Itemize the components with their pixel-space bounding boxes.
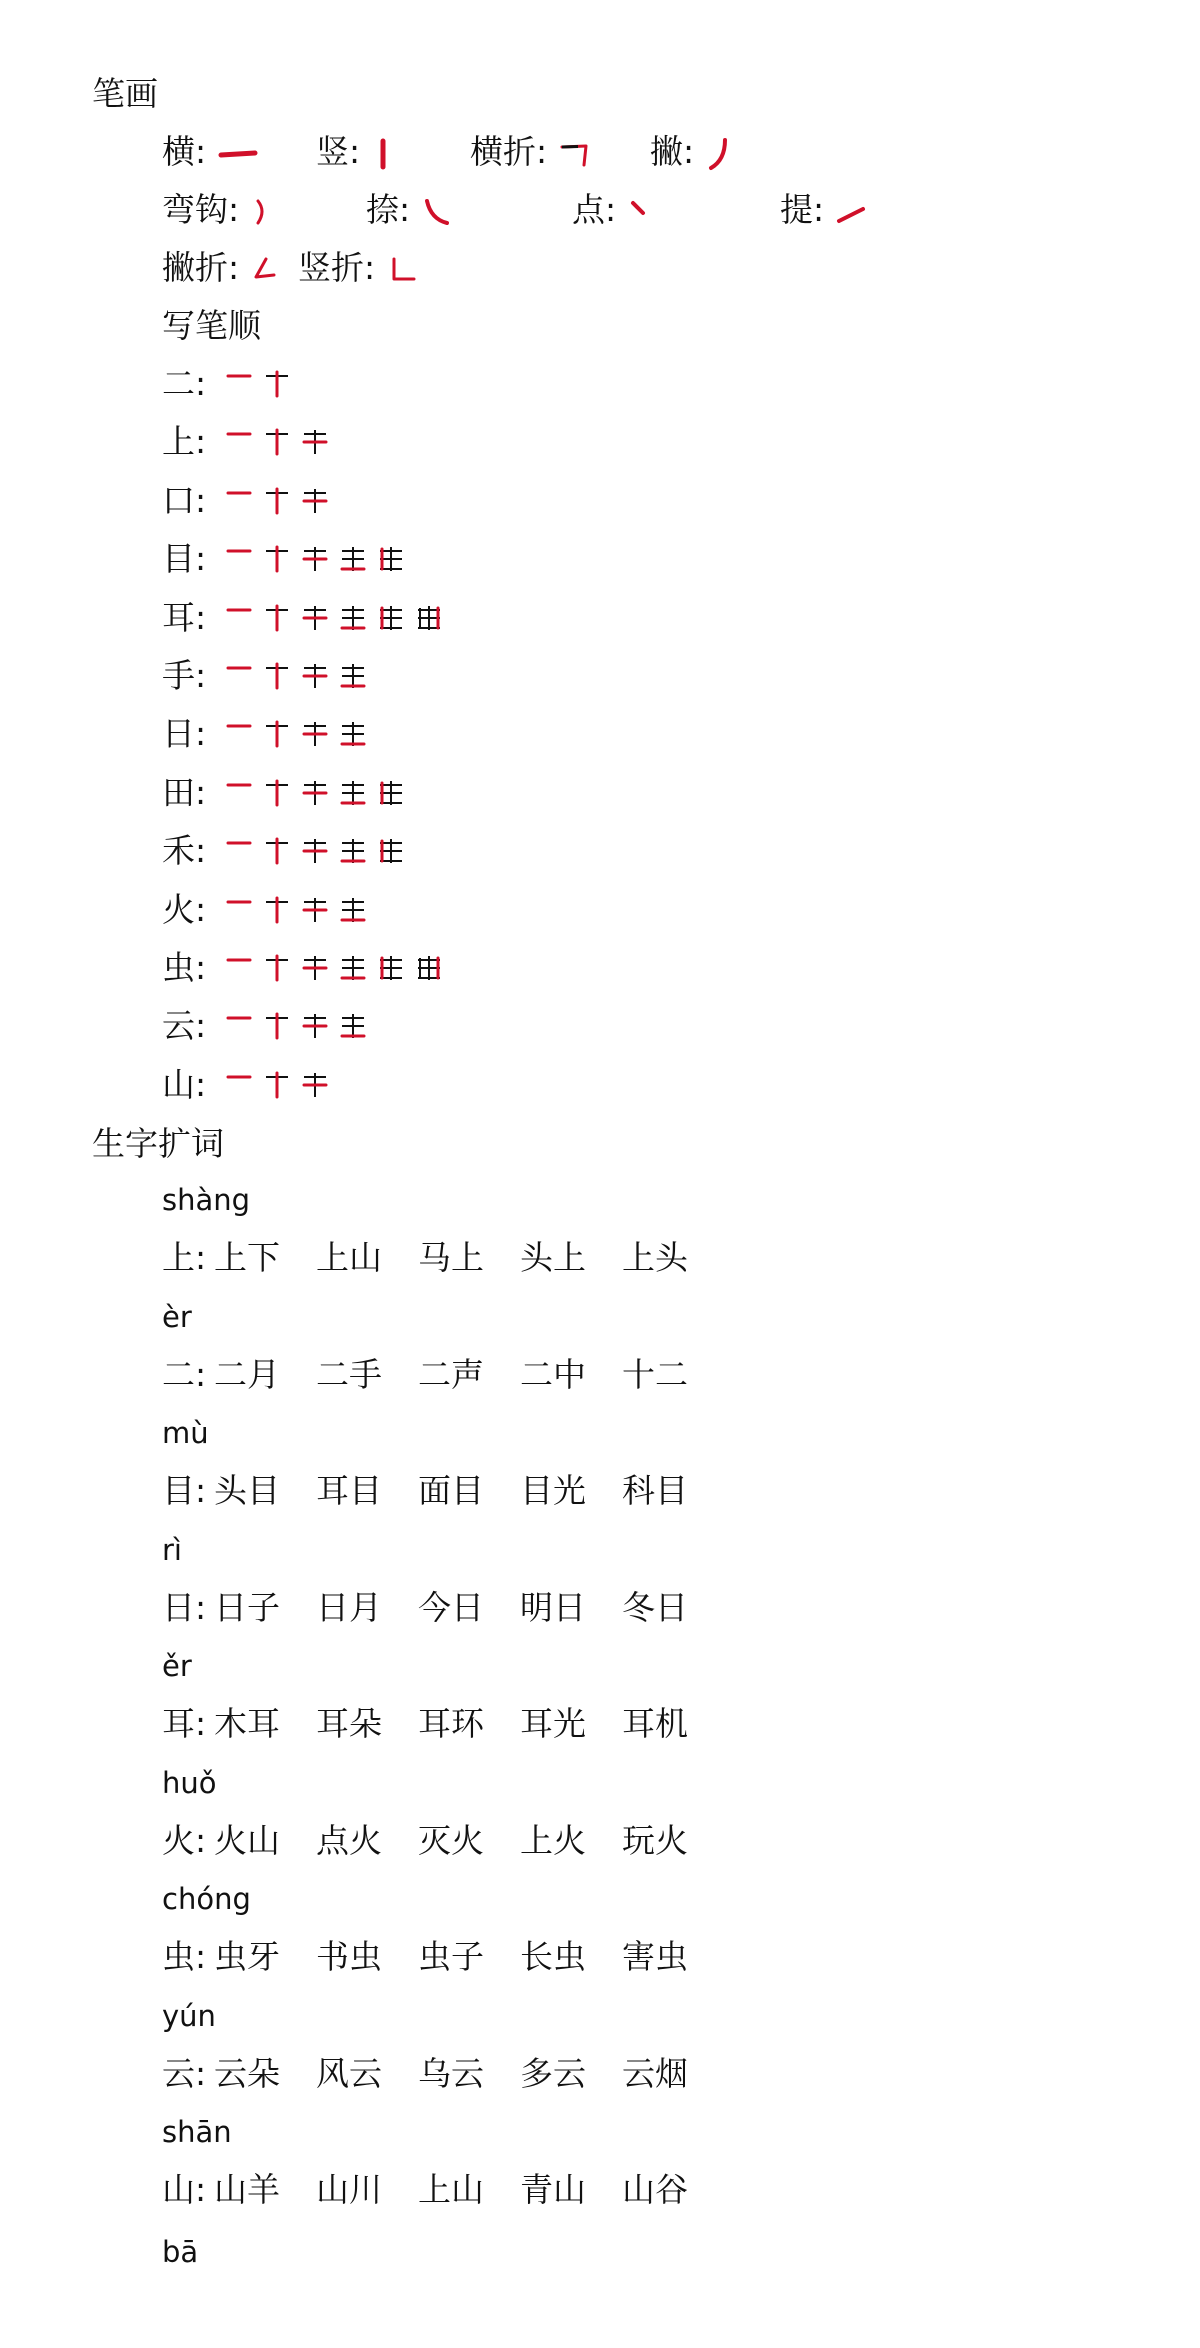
stroke-step-glyph [374,543,408,575]
word-item: 今日 [418,1587,484,1627]
word-item: 虫子 [418,1937,484,1976]
stroke-step-glyph [336,543,370,575]
stroke-step-glyph [222,777,256,809]
stroke-step-glyph [298,543,332,575]
word-item: 二手 [316,1354,382,1394]
word-item: 上山 [418,2170,484,2209]
word-item: 书虫 [316,1937,382,1976]
word-item: 明日 [520,1587,586,1627]
stroke-step-glyph [298,718,332,750]
stroke-pie [650,130,735,174]
stroke-step-glyph [222,485,256,517]
stroke-step-glyph [298,1010,332,1042]
stroke-order-row [162,479,336,523]
stroke-label: 点: [572,190,617,229]
word-item: 冬日 [622,1587,688,1627]
word-item: 科目 [622,1471,688,1510]
word-item: 山谷 [622,2170,688,2209]
stroke-ti [780,188,869,232]
stroke-step-glyph [222,368,256,400]
stroke-step-glyph [222,1069,256,1101]
word-item: 二声 [418,1354,484,1394]
word-item: 乌云 [418,2053,484,2093]
pinyin-label: rì [162,1532,182,1567]
word-item: 上头 [622,1238,688,1277]
word-item: 木耳 [214,1704,280,1743]
stroke-step-glyph [336,894,370,926]
piezhe-stroke-icon [250,253,280,287]
shu-stroke-icon [371,137,401,171]
stroke-step-glyph [298,952,332,984]
stroke-label: 竖折: [298,248,376,287]
stroke-step-glyph [298,660,332,692]
word-head-char: 上: [162,1238,207,1277]
stroke-step-glyph [260,894,294,926]
word-item: 面目 [418,1471,484,1510]
stroke-order-char: 耳: [162,597,207,637]
stroke-step-glyph [298,602,332,634]
pinyin-label: mù [162,1416,209,1450]
stroke-heng [162,130,261,174]
word-head-char: 耳: [162,1704,207,1743]
stroke-order-row [162,888,374,932]
stroke-step-glyph [222,660,256,692]
word-item: 上火 [520,1820,586,1860]
stroke-label: 捺: [366,190,411,229]
word-head-char: 目: [162,1471,207,1510]
stroke-step-glyph [222,602,256,634]
stroke-order-char: 日: [162,714,207,754]
heng-stroke-icon [217,139,261,169]
word-item: 日月 [316,1587,382,1627]
word-item: 十二 [622,1354,688,1394]
stroke-step-glyph [336,835,370,867]
strokes-section-title: 笔画 [92,74,158,113]
stroke-order-row [162,537,412,581]
stroke-step-glyph [222,1010,256,1042]
na-stroke-icon [421,195,451,229]
stroke-order-char: 云: [162,1006,207,1046]
pinyin-label: chóng [162,1882,251,1916]
stroke-step-glyph [260,1069,294,1101]
stroke-step-glyph [412,952,446,984]
stroke-order-char: 火: [162,889,207,929]
stroke-order-row [162,1004,374,1048]
word-item: 青山 [520,2170,586,2209]
stroke-label: 撇折: [162,248,240,287]
word-item: 上山 [316,1238,382,1277]
word-item: 目光 [520,1471,586,1510]
stroke-step-glyph [260,718,294,750]
stroke-label: 弯钩: [162,190,240,229]
stroke-step-glyph [374,952,408,984]
word-item: 玩火 [622,1820,688,1860]
word-head-char: 云: [162,2053,207,2093]
stroke-order-row [162,362,298,406]
stroke-step-glyph [298,894,332,926]
trailing-pinyin: bā [162,2235,199,2269]
word-item: 长虫 [520,1937,586,1976]
word-item: 山川 [316,2170,382,2209]
stroke-step-glyph [260,426,294,458]
wangou-stroke-icon [250,195,274,229]
shuzhe-stroke-icon [386,253,420,287]
word-item: 头上 [520,1238,586,1277]
stroke-piezhe [162,246,280,290]
word-item: 二中 [520,1354,586,1394]
stroke-order-char: 上: [162,422,207,462]
word-item: 灭火 [418,1820,484,1860]
stroke-order-row [162,771,412,815]
word-item: 火山 [214,1820,280,1860]
stroke-step-glyph [336,718,370,750]
stroke-step-glyph [260,485,294,517]
stroke-order-char: 田: [162,772,207,812]
word-item: 耳目 [316,1471,382,1510]
stroke-step-glyph [260,835,294,867]
word-head-char: 虫: [162,1937,207,1976]
word-item: 害虫 [622,1937,688,1976]
word-item: 头目 [214,1471,280,1510]
pinyin-label: shàng [162,1183,251,1217]
stroke-order-row [162,1063,336,1107]
stroke-step-glyph [412,602,446,634]
word-item: 云朵 [214,2053,280,2093]
word-item: 云烟 [622,2053,688,2093]
word-item: 上下 [214,1238,280,1277]
word-item: 点火 [316,1820,382,1860]
words-section-title: 生字扩词 [92,1124,224,1163]
stroke-step-glyph [222,543,256,575]
stroke-order-char: 山: [162,1064,207,1104]
stroke-order-char: 二: [162,364,207,403]
word-item: 山羊 [214,2170,280,2209]
word-item: 耳环 [418,1704,484,1743]
stroke-step-glyph [336,952,370,984]
stroke-order-row [162,946,450,990]
word-item: 二月 [214,1354,280,1394]
pinyin-label: huǒ [162,1765,217,1800]
stroke-step-glyph [336,660,370,692]
stroke-step-glyph [260,602,294,634]
word-item: 马上 [418,1238,484,1277]
stroke-order-char: 手: [162,656,207,695]
stroke-step-glyph [298,485,332,517]
stroke-step-glyph [260,660,294,692]
word-item: 耳机 [622,1704,688,1743]
stroke-label: 撇: [650,132,695,171]
word-item: 多云 [520,2053,586,2093]
stroke-step-glyph [374,835,408,867]
stroke-label: 竖: [316,132,361,171]
word-item: 耳朵 [316,1704,382,1743]
pinyin-label: èr [162,1299,192,1334]
stroke-order-row [162,829,412,873]
stroke-shuzhe [298,246,420,290]
stroke-order-char: 虫: [162,948,207,987]
word-item: 风云 [316,2053,382,2093]
stroke-step-glyph [298,1069,332,1101]
pinyin-label: shān [162,2115,232,2149]
stroke-step-glyph [260,952,294,984]
stroke-shu [316,130,401,174]
word-item: 耳光 [520,1704,586,1743]
stroke-label: 横: [162,132,207,171]
stroke-step-glyph [298,777,332,809]
pie-stroke-icon [705,136,735,172]
stroke-step-glyph [222,426,256,458]
word-head-char: 二: [162,1354,207,1394]
dian-stroke-icon [627,195,651,229]
stroke-label: 提: [780,190,825,229]
word-head-char: 日: [162,1587,207,1627]
stroke-step-glyph [336,1010,370,1042]
stroke-step-glyph [336,602,370,634]
word-head-char: 山: [162,2170,207,2209]
stroke-order-row [162,654,374,698]
stroke-order-title: 写笔顺 [162,306,261,345]
stroke-hengzhe [470,130,594,174]
stroke-order-row [162,596,450,640]
stroke-dian [572,188,651,232]
stroke-step-glyph [222,894,256,926]
stroke-order-char: 目: [162,539,207,579]
stroke-step-glyph [222,952,256,984]
stroke-step-glyph [374,777,408,809]
stroke-step-glyph [222,718,256,750]
pinyin-label: yún [162,1998,216,2033]
stroke-step-glyph [260,777,294,809]
ti-stroke-icon [835,195,869,229]
stroke-wangou [162,188,274,232]
stroke-step-glyph [374,602,408,634]
stroke-order-char: 口: [162,480,207,520]
stroke-label: 横折: [470,132,548,171]
stroke-order-char: 禾: [162,831,207,871]
word-item: 日子 [214,1587,280,1627]
word-head-char: 火: [162,1820,207,1860]
stroke-order-row [162,712,374,756]
word-item: 虫牙 [214,1937,280,1976]
pinyin-label: ěr [162,1649,192,1683]
stroke-step-glyph [298,426,332,458]
stroke-order-row [162,420,336,464]
stroke-step-glyph [222,835,256,867]
stroke-step-glyph [260,368,294,400]
hengzhe-stroke-icon [558,137,594,171]
stroke-step-glyph [336,777,370,809]
stroke-step-glyph [260,543,294,575]
stroke-step-glyph [298,835,332,867]
stroke-step-glyph [260,1010,294,1042]
stroke-na [366,188,451,232]
